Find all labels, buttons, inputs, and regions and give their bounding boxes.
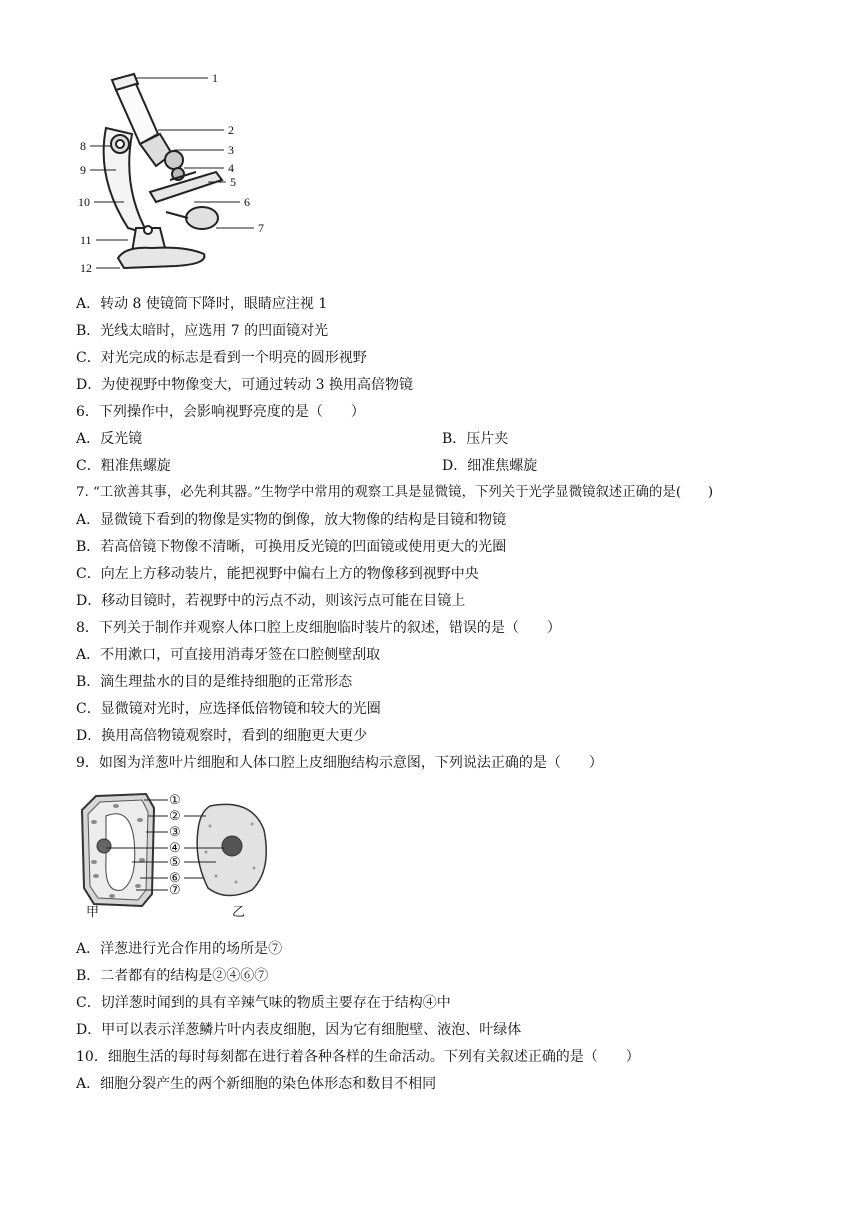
q8-option-c: C．显微镜对光时，应选择低倍物镜和较大的光圈 — [76, 701, 381, 717]
q10-stem: 10．细胞生活的每时每刻都在进行着各种各样的生命活动。下列有关叙述正确的是（ ） — [76, 1049, 640, 1065]
cell-label-7: ⑦ — [169, 882, 181, 897]
q6-option-c: C．粗准焦螺旋 — [76, 458, 171, 474]
label-3: 3 — [228, 143, 234, 157]
q9-stem: 9．如图为洋葱叶片细胞和人体口腔上皮细胞结构示意图，下列说法正确的是（ ） — [76, 755, 603, 771]
label-10: 10 — [78, 195, 90, 209]
q6-option-a: A．反光镜 — [76, 431, 143, 447]
q8-option-b: B．滴生理盐水的目的是维持细胞的正常形态 — [76, 674, 353, 690]
q5-option-a: A．转动 8 使镜筒下降时，眼睛应注视 1 — [76, 296, 328, 312]
q8-stem: 8．下列关于制作并观察人体口腔上皮细胞临时装片的叙述，错误的是（ ） — [76, 620, 561, 636]
microscope-figure — [76, 68, 316, 278]
cell-label-4: ④ — [169, 840, 181, 855]
label-12: 12 — [80, 261, 92, 275]
q5-option-d: D．为使视野中物像变大，可通过转动 3 换用高倍物镜 — [76, 377, 414, 393]
q5-option-c: C．对光完成的标志是看到一个明亮的圆形视野 — [76, 350, 367, 366]
q10-option-a: A．细胞分裂产生的两个新细胞的染色体形态和数目不相同 — [76, 1076, 437, 1092]
plant-cell-caption: 甲 — [86, 904, 100, 919]
q6-option-d: D．细准焦螺旋 — [442, 458, 538, 474]
q9-option-b: B．二者都有的结构是②④⑥⑦ — [76, 968, 269, 984]
q7-option-b: B．若高倍镜下物像不清晰，可换用反光镜的凹面镜或使用更大的光圈 — [76, 539, 507, 555]
q5-option-b: B．光线太暗时，应选用 7 的凹面镜对光 — [76, 323, 329, 339]
cell-label-2: ② — [169, 808, 181, 823]
label-8: 8 — [80, 139, 86, 153]
q7-option-d: D．移动目镜时，若视野中的污点不动，则该污点可能在目镜上 — [76, 593, 466, 609]
cell-label-5: ⑤ — [169, 854, 181, 869]
label-11: 11 — [80, 233, 92, 247]
animal-cell-caption: 乙 — [232, 904, 246, 919]
q7-option-a: A．显微镜下看到的物像是实物的倒像，放大物像的结构是目镜和物镜 — [76, 512, 507, 528]
q8-option-a: A．不用漱口，可直接用消毒牙签在口腔侧壁刮取 — [76, 647, 381, 663]
label-7: 7 — [258, 221, 264, 235]
q6-stem: 6．下列操作中，会影响视野亮度的是（ ） — [76, 404, 365, 420]
q7-option-c: C．向左上方移动装片，能把视野中偏右上方的物像移到视野中央 — [76, 566, 479, 582]
cell-label-1: ① — [169, 792, 181, 807]
q8-option-d: D．换用高倍物镜观察时，看到的细胞更大更少 — [76, 728, 368, 744]
label-5: 5 — [230, 175, 236, 189]
cell-structure-figure — [76, 790, 276, 924]
cell-label-6: ⑥ — [169, 870, 181, 885]
q7-stem: 7. “工欲善其事，必先利其器。”生物学中常用的观察工具是显微镜，下列关于光学显微镜叙述正确的是( ) — [76, 485, 714, 500]
q9-option-d: D．甲可以表示洋葱鳞片叶内表皮细胞，因为它有细胞壁、液泡、叶绿体 — [76, 1022, 522, 1038]
label-6: 6 — [244, 195, 250, 209]
q9-option-c: C．切洋葱时闻到的具有辛辣气味的物质主要存在于结构④中 — [76, 995, 451, 1011]
label-4: 4 — [228, 161, 234, 175]
q6-option-b: B．压片夹 — [442, 431, 509, 447]
label-2: 2 — [228, 123, 234, 137]
label-9: 9 — [80, 163, 86, 177]
cell-label-3: ③ — [169, 824, 181, 839]
label-1: 1 — [212, 71, 218, 85]
q9-option-a: A．洋葱进行光合作用的场所是⑦ — [76, 941, 283, 957]
